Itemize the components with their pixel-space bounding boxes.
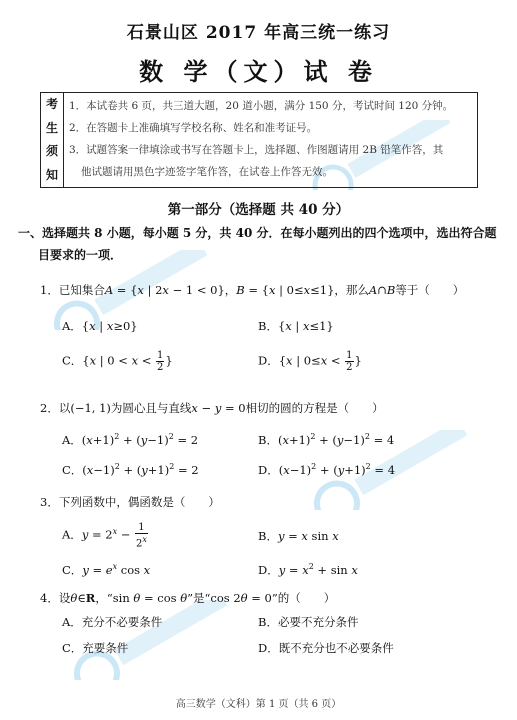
question-4-option-d: D．既不充分也不必要条件: [258, 641, 394, 655]
section-line: 一、选择题共 8 小题，每小题 5 分，共 40 分．在每小题列出的四个选项中，选出符合题: [18, 226, 497, 240]
notice-side-label: [41, 93, 64, 187]
question-text: 4．设: [40, 591, 71, 605]
question-1-option-d: D．{x | 0≤x < $\frac{1}{2}$ }: [258, 350, 362, 373]
notice-side-char: 知: [45, 167, 58, 182]
candidate-notice-box: [40, 92, 478, 188]
notice-side-char: 考: [45, 97, 58, 111]
part-heading: 第一部分（选择题 共 40 分）: [167, 202, 350, 218]
question-4-option-a: A．充分不必要条件: [62, 615, 163, 629]
question-1-option-c: C．{x | 0 < x < $\frac{1}{2}$ }: [62, 350, 173, 373]
question-1-option-a: A．{x | x≥0}: [62, 319, 138, 333]
question-3-option-a: A．$y = 2^x$ − $\frac{1}{2^x}$: [62, 522, 147, 550]
question-text: ”是“: [187, 591, 211, 605]
question-text: 等于（ ）: [395, 283, 465, 297]
question-2-stem: 2．以(−1, 1)为圆心且与直线x − y = 0相切的圆的方程是（ ）: [40, 401, 384, 415]
notice-side-char: 须: [45, 144, 58, 158]
question-text: 1．已知集合: [40, 283, 105, 297]
question-4-option-b: B．必要不充分条件: [258, 615, 359, 629]
notice-item: 1．本试卷共 6 页，共三道大题，20 道小题，满分 150 分，考试时间 120 分钟。: [69, 100, 454, 112]
question-2-option-c: C．$(x-1)^2 + (y+1)^2 = 2$: [62, 462, 199, 477]
question-text: 相切的圆的方程是（ ）: [245, 401, 384, 415]
page-footer: 高三数学（文科）第 1 页（共 6 页）: [175, 699, 342, 710]
question-2-option-a: A．$(x+1)^2 + (y-1)^2 = 2$: [62, 432, 199, 447]
exam-title: 数 学（文）试 卷: [139, 57, 378, 86]
question-3-option-c: C．$y = e^x$ cos x: [62, 562, 151, 577]
notice-item: 他试题请用黑色字迹签字笔作答，在试卷上作答无效。: [81, 166, 333, 178]
notice-item: 3．试题答案一律填涂或书写在答题卡上，选择题、作图题请用 2B 铅笔作答，其: [69, 144, 444, 156]
question-2-option-d: D．$(x-1)^2 + (y+1)^2 = 4$: [258, 462, 396, 477]
question-text: ”的（ ）: [271, 591, 336, 605]
question-text: 2．以: [40, 401, 71, 415]
exam-subtitle: 石景山区 2017 年高三统一练习: [126, 23, 391, 43]
section-line: 目要求的一项．: [38, 248, 123, 262]
notice-items: [69, 95, 474, 183]
question-2-option-b: B．$(x+1)^2 + (y-1)^2 = 4$: [258, 432, 395, 447]
question-text: ，那么: [334, 283, 369, 297]
question-4-stem: 4．设θ∈R，“sin θ = cos θ”是“cos 2θ = 0”的（ ）: [40, 591, 336, 605]
question-3-option-b: B．y = x sin x: [258, 529, 339, 543]
question-1-stem: 1．已知集合A = {x | 2x − 1 < 0}，B = {x | 0≤x≤1}，那么A∩B等于（ ）: [40, 283, 465, 297]
question-3-option-d: D．$y = x^2 + \sin x$: [258, 562, 358, 577]
question-text: 为圆心且与直线: [110, 401, 192, 415]
section-instructions: [18, 222, 498, 266]
question-3-stem: 3．下列函数中，偶函数是（ ）: [40, 495, 220, 509]
question-text: ，“: [95, 591, 113, 605]
notice-item: 2．在答题卡上准确填写学校名称、姓名和准考证号。: [69, 122, 318, 134]
question-1-option-b: B．{x | x≤1}: [258, 319, 334, 333]
question-4-option-c: C．充要条件: [62, 641, 129, 655]
notice-side-char: 生: [45, 120, 58, 135]
